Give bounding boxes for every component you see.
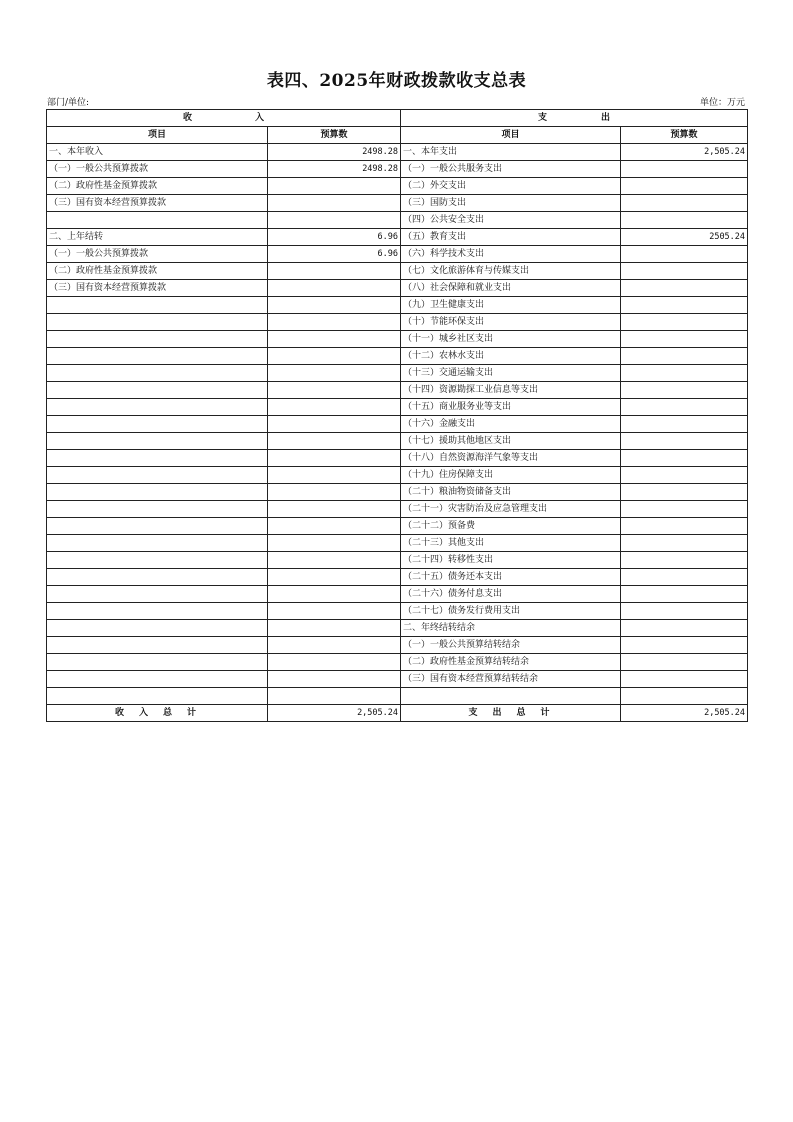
income-value-cell: 6.96 bbox=[268, 246, 401, 263]
expense-value-cell bbox=[621, 263, 748, 280]
expense-item-cell: （二十）粮油物资储备支出 bbox=[401, 484, 621, 501]
expense-item-cell: （一）一般公共预算结转结余 bbox=[401, 637, 621, 654]
income-item-cell bbox=[47, 535, 268, 552]
table-row bbox=[47, 331, 748, 348]
table-row bbox=[47, 161, 748, 178]
income-value-cell: 2498.28 bbox=[268, 144, 401, 161]
income-item-cell bbox=[47, 569, 268, 586]
table-row bbox=[47, 501, 748, 518]
income-value-cell bbox=[268, 365, 401, 382]
income-value-cell bbox=[268, 569, 401, 586]
table-row bbox=[47, 246, 748, 263]
expense-value-cell bbox=[621, 416, 748, 433]
income-value-cell bbox=[268, 348, 401, 365]
income-item-cell: 二、上年结转 bbox=[47, 229, 268, 246]
expense-item-cell: （十三）交通运输支出 bbox=[401, 365, 621, 382]
income-value-cell bbox=[268, 637, 401, 654]
expense-item-header: 项目 bbox=[401, 127, 621, 144]
income-total-value: 2,505.24 bbox=[268, 705, 401, 722]
expense-value-cell bbox=[621, 484, 748, 501]
expense-item-cell: （八）社会保障和就业支出 bbox=[401, 280, 621, 297]
table-row bbox=[47, 229, 748, 246]
expense-item-cell: （十四）资源勘探工业信息等支出 bbox=[401, 382, 621, 399]
expense-item-cell: （十七）援助其他地区支出 bbox=[401, 433, 621, 450]
expense-value-cell bbox=[621, 178, 748, 195]
income-section-header: 收 入 bbox=[47, 110, 401, 127]
expense-item-cell: （十二）农林水支出 bbox=[401, 348, 621, 365]
expense-value-cell bbox=[621, 535, 748, 552]
income-value-cell: 6.96 bbox=[268, 229, 401, 246]
table-body bbox=[47, 144, 748, 705]
income-value-cell bbox=[268, 654, 401, 671]
table-row bbox=[47, 348, 748, 365]
expense-section-header: 支 出 bbox=[401, 110, 748, 127]
expense-item-cell: （九）卫生健康支出 bbox=[401, 297, 621, 314]
table-row bbox=[47, 552, 748, 569]
table-row bbox=[47, 586, 748, 603]
table-row bbox=[47, 416, 748, 433]
table-row bbox=[47, 144, 748, 161]
table-row bbox=[47, 569, 748, 586]
income-value-cell bbox=[268, 552, 401, 569]
income-item-cell bbox=[47, 586, 268, 603]
income-item-cell bbox=[47, 450, 268, 467]
income-item-cell bbox=[47, 688, 268, 705]
income-item-cell bbox=[47, 484, 268, 501]
expense-value-cell bbox=[621, 518, 748, 535]
income-value-cell bbox=[268, 297, 401, 314]
expense-value-cell bbox=[621, 365, 748, 382]
expense-item-cell bbox=[401, 688, 621, 705]
expense-item-cell: （二十六）债务付息支出 bbox=[401, 586, 621, 603]
expense-item-cell: （三）国防支出 bbox=[401, 195, 621, 212]
expense-item-cell: （十六）金融支出 bbox=[401, 416, 621, 433]
income-value-cell bbox=[268, 467, 401, 484]
income-item-cell bbox=[47, 620, 268, 637]
expense-item-cell: （二）政府性基金预算结转结余 bbox=[401, 654, 621, 671]
income-item-cell bbox=[47, 382, 268, 399]
expense-item-cell: （六）科学技术支出 bbox=[401, 246, 621, 263]
income-item-cell bbox=[47, 297, 268, 314]
income-item-cell bbox=[47, 365, 268, 382]
income-item-cell bbox=[47, 518, 268, 535]
expense-item-cell: （五）教育支出 bbox=[401, 229, 621, 246]
table-row bbox=[47, 654, 748, 671]
expense-value-cell bbox=[621, 195, 748, 212]
income-item-cell bbox=[47, 416, 268, 433]
table-row bbox=[47, 637, 748, 654]
income-value-cell bbox=[268, 280, 401, 297]
expense-value-cell bbox=[621, 382, 748, 399]
expense-item-cell: （一）一般公共服务支出 bbox=[401, 161, 621, 178]
income-item-cell bbox=[47, 467, 268, 484]
expense-value-cell bbox=[621, 433, 748, 450]
income-value-cell bbox=[268, 535, 401, 552]
income-item-cell bbox=[47, 603, 268, 620]
total-row bbox=[47, 705, 748, 722]
expense-budget-header: 预算数 bbox=[621, 127, 748, 144]
unit-label: 单位：万元 bbox=[699, 98, 745, 108]
table-row bbox=[47, 671, 748, 688]
table-row bbox=[47, 535, 748, 552]
expense-value-cell bbox=[621, 161, 748, 178]
income-item-cell bbox=[47, 348, 268, 365]
income-value-cell bbox=[268, 399, 401, 416]
income-item-cell: （二）政府性基金预算拨款 bbox=[47, 178, 268, 195]
table-row bbox=[47, 399, 748, 416]
table-row bbox=[47, 603, 748, 620]
income-total-label: 收 入 总 计 bbox=[47, 705, 268, 722]
expense-item-cell: （二十三）其他支出 bbox=[401, 535, 621, 552]
expense-item-cell: （二十七）债务发行费用支出 bbox=[401, 603, 621, 620]
table-row bbox=[47, 688, 748, 705]
page-title: 表四、2025年财政拨款收支总表 bbox=[266, 71, 527, 91]
expense-value-cell bbox=[621, 637, 748, 654]
income-value-cell bbox=[268, 603, 401, 620]
table-row bbox=[47, 212, 748, 229]
department-label: 部门/单位: bbox=[47, 98, 90, 108]
income-value-cell bbox=[268, 195, 401, 212]
income-value-cell bbox=[268, 433, 401, 450]
income-value-cell bbox=[268, 620, 401, 637]
expense-value-cell bbox=[621, 603, 748, 620]
expense-item-cell: （二十五）债务还本支出 bbox=[401, 569, 621, 586]
income-value-cell: 2498.28 bbox=[268, 161, 401, 178]
expense-value-cell: 2505.24 bbox=[621, 229, 748, 246]
income-value-cell bbox=[268, 178, 401, 195]
expense-item-cell: （十八）自然资源海洋气象等支出 bbox=[401, 450, 621, 467]
table-row bbox=[47, 263, 748, 280]
income-item-cell bbox=[47, 654, 268, 671]
table-row bbox=[47, 433, 748, 450]
column-header-row bbox=[47, 127, 748, 144]
expense-item-cell: （十九）住房保障支出 bbox=[401, 467, 621, 484]
income-value-cell bbox=[268, 263, 401, 280]
expense-item-cell: （七）文化旅游体育与传媒支出 bbox=[401, 263, 621, 280]
income-value-cell bbox=[268, 382, 401, 399]
section-header-row bbox=[47, 110, 748, 127]
expense-total-value: 2,505.24 bbox=[621, 705, 748, 722]
expense-item-cell: （二）外交支出 bbox=[401, 178, 621, 195]
income-item-cell: （三）国有资本经营预算拨款 bbox=[47, 280, 268, 297]
expense-value-cell bbox=[621, 688, 748, 705]
income-item-cell: （一）一般公共预算拨款 bbox=[47, 161, 268, 178]
income-value-cell bbox=[268, 586, 401, 603]
expense-item-cell: 二、年终结转结余 bbox=[401, 620, 621, 637]
expense-item-cell: （三）国有资本经营预算结转结余 bbox=[401, 671, 621, 688]
table-row bbox=[47, 518, 748, 535]
expense-value-cell bbox=[621, 586, 748, 603]
expense-value-cell bbox=[621, 246, 748, 263]
income-item-header: 项目 bbox=[47, 127, 268, 144]
table-row bbox=[47, 297, 748, 314]
income-item-cell bbox=[47, 433, 268, 450]
income-item-cell bbox=[47, 212, 268, 229]
expense-value-cell bbox=[621, 654, 748, 671]
expense-value-cell bbox=[621, 671, 748, 688]
income-budget-header: 预算数 bbox=[268, 127, 401, 144]
expense-value-cell bbox=[621, 399, 748, 416]
expense-value-cell bbox=[621, 620, 748, 637]
income-value-cell bbox=[268, 688, 401, 705]
expense-value-cell bbox=[621, 280, 748, 297]
expense-value-cell bbox=[621, 552, 748, 569]
expense-value-cell bbox=[621, 212, 748, 229]
income-value-cell bbox=[268, 416, 401, 433]
table-row bbox=[47, 450, 748, 467]
income-item-cell: （一）一般公共预算拨款 bbox=[47, 246, 268, 263]
expense-value-cell: 2,505.24 bbox=[621, 144, 748, 161]
expense-value-cell bbox=[621, 314, 748, 331]
table-row bbox=[47, 280, 748, 297]
income-value-cell bbox=[268, 501, 401, 518]
table-row bbox=[47, 178, 748, 195]
expense-item-cell: （四）公共安全支出 bbox=[401, 212, 621, 229]
income-item-cell bbox=[47, 399, 268, 416]
expense-item-cell: （二十四）转移性支出 bbox=[401, 552, 621, 569]
table-row bbox=[47, 484, 748, 501]
income-item-cell bbox=[47, 552, 268, 569]
income-value-cell bbox=[268, 331, 401, 348]
expense-value-cell bbox=[621, 569, 748, 586]
table-row bbox=[47, 314, 748, 331]
expense-value-cell bbox=[621, 297, 748, 314]
income-item-cell bbox=[47, 331, 268, 348]
table-row bbox=[47, 467, 748, 484]
income-item-cell bbox=[47, 637, 268, 654]
income-value-cell bbox=[268, 518, 401, 535]
income-item-cell: 一、本年收入 bbox=[47, 144, 268, 161]
expense-total-label: 支 出 总 计 bbox=[401, 705, 621, 722]
income-value-cell bbox=[268, 450, 401, 467]
expense-value-cell bbox=[621, 501, 748, 518]
income-value-cell bbox=[268, 314, 401, 331]
table-row bbox=[47, 620, 748, 637]
income-item-cell bbox=[47, 501, 268, 518]
expense-value-cell bbox=[621, 450, 748, 467]
expense-item-cell: （二十二）预备费 bbox=[401, 518, 621, 535]
income-item-cell bbox=[47, 671, 268, 688]
expense-value-cell bbox=[621, 348, 748, 365]
expense-value-cell bbox=[621, 467, 748, 484]
income-value-cell bbox=[268, 671, 401, 688]
expense-item-cell: （十）节能环保支出 bbox=[401, 314, 621, 331]
income-item-cell: （二）政府性基金预算拨款 bbox=[47, 263, 268, 280]
budget-table bbox=[46, 109, 748, 722]
expense-value-cell bbox=[621, 331, 748, 348]
expense-item-cell: （十一）城乡社区支出 bbox=[401, 331, 621, 348]
table-row bbox=[47, 195, 748, 212]
income-value-cell bbox=[268, 484, 401, 501]
expense-item-cell: 一、本年支出 bbox=[401, 144, 621, 161]
table-row bbox=[47, 365, 748, 382]
table-row bbox=[47, 382, 748, 399]
expense-item-cell: （十五）商业服务业等支出 bbox=[401, 399, 621, 416]
income-item-cell bbox=[47, 314, 268, 331]
expense-item-cell: （二十一）灾害防治及应急管理支出 bbox=[401, 501, 621, 518]
income-value-cell bbox=[268, 212, 401, 229]
income-item-cell: （三）国有资本经营预算拨款 bbox=[47, 195, 268, 212]
